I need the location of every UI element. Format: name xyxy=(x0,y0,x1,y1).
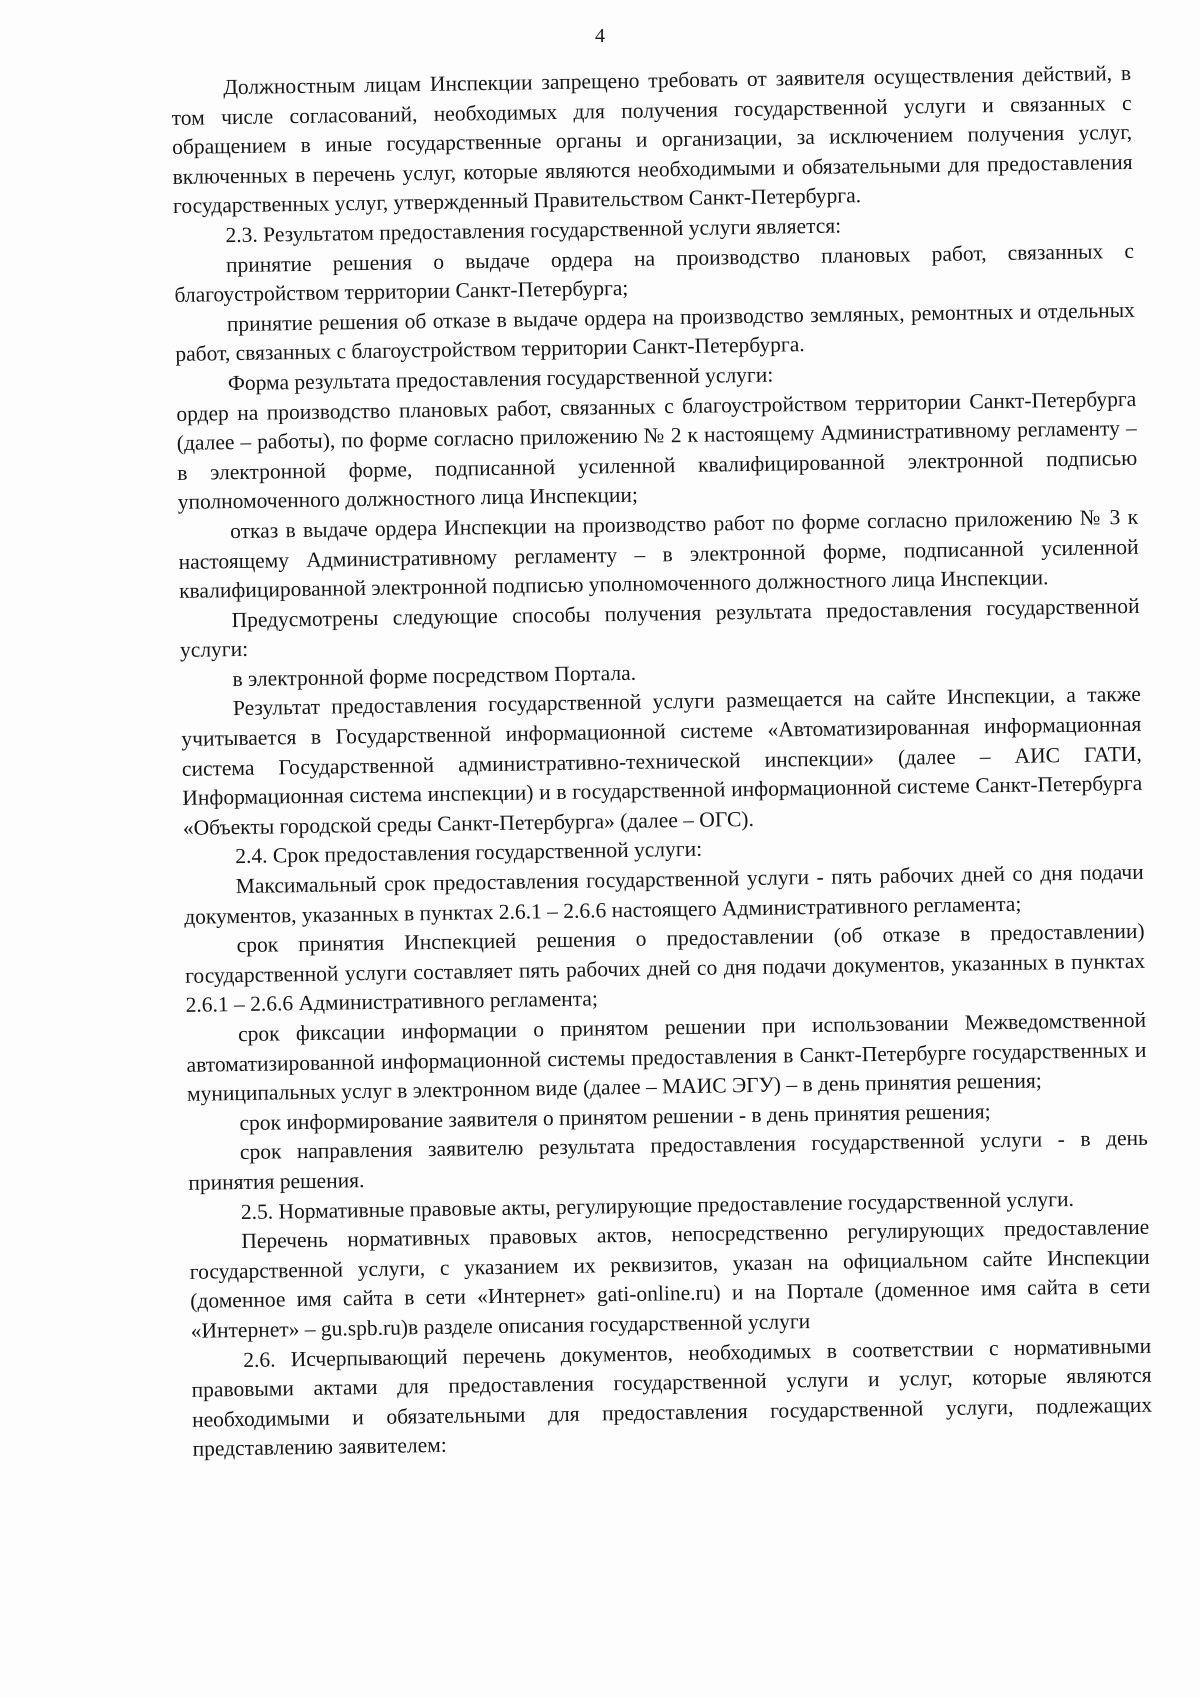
paragraph-legal-acts-list: Перечень нормативных правовых актов, непосредственно регулирующих предоставление государственной услуги, с указанием их реквизитов, указан на официальном сайте Инспекции (доменное имя сайта в сети «Интернет» gati-online.ru) и на Портале (доменное имя сайта в сети «Интернет» – gu.spb.ru)в разделе описания государственной услуги xyxy=(189,1214,1151,1343)
paragraph-section-2-3: 2.3. Результатом предоставления государственной услуги является: xyxy=(225,213,842,248)
paragraph-result-form-refusal: отказ в выдаче ордера Инспекции на производство работ по форме согласно приложению № 3 к настоящему Административному регламенту – в электронной форме, подписанной усиленной квалифицированной электронной подписью уполномоченного должностного лица Инспекции. xyxy=(178,504,1139,604)
paragraph-section-2-4: 2.4. Срок предоставления государственной услуги: xyxy=(235,837,703,869)
paragraph-decision-term: срок принятия Инспекцией решения о предоставлении (об отказе в предоставлении) государственной услуги составляет пять рабочих дней со дня подачи документов, указанных в пунктах 2.6.1 – 2.6.6 Административного регламента; xyxy=(184,919,1146,1018)
paragraph-result-methods: Предусмотрены следующие способы получения результата предоставления государственной услуги: xyxy=(179,593,1140,663)
page-number: 4 xyxy=(595,25,605,47)
paragraph-official-restrictions: Должностным лицам Инспекции запрещено требовать от заявителя осуществления действий, в том числе согласований, необходимых для получения государственной услуги и связанных с обращением в иные государственные органы и организации, за исключением получения услуг, включенных в перечень услуг, которые являются необходимыми и обязательными для предоставления государственных услуг, утвержденный Правительством Санкт-Петербурга. xyxy=(171,60,1133,219)
paragraph-section-2-6: 2.6. Исчерпывающий перечень документов, необходимых в соответствии с нормативными правовыми актами для предоставления государственной услуги и услуг, которые являются необходимыми и обязательными для предоставления государственной услуги, подлежащих представлению заявителем: xyxy=(191,1333,1153,1462)
document-body xyxy=(171,59,1153,1465)
paragraph-result-form-heading: Форма результата предоставления государственной услуги: xyxy=(227,362,774,396)
paragraph-result-refusal-decision: принятие решения об отказе в выдаче ордера на производство земляных, ремонтных и отдельных работ, связанных с благоустройством территории Санкт-Петербурга. xyxy=(175,297,1136,367)
paragraph-recording-term: срок фиксации информации о принятом решении при использовании Межведомственной автоматизированной информационной системы предоставления в Санкт-Петербурге государственных и муниципальных услуг в электронном виде (далее – МАИС ЭГУ) – в день принятия решения; xyxy=(186,1007,1147,1107)
paragraph-result-form-order: ордер на производство плановых работ, связанных с благоустройством территории Санкт-Петербурга (далее – работы), по форме согласно приложению № 2 к настоящему Административному регламенту – в электронной форме, подписанной усиленной квалифицированной электронной подписью уполномоченного должностного лица Инспекции; xyxy=(176,386,1138,515)
paragraph-result-publication: Результат предоставления государственной услуги размещается на сайте Инспекции, а также учитывается в Государственной информационной системе «Автоматизированная информационная система Государственной административно-технической инспекции» (далее – АИС ГАТИ, Информационная система инспекции) и в государственной информационной системе Санкт-Петербурга «Объекты городской среды Санкт-Петербурга» (далее – ОГС). xyxy=(181,682,1143,840)
paragraph-max-term: Максимальный срок предоставления государственной услуги - пять рабочих дней со дня подачи документов, указанных в пунктах 2.6.1 – 2.6.6 настоящего Административного регламента; xyxy=(184,859,1144,929)
paragraph-result-method-portal: в электронной форме посредством Портала. xyxy=(232,660,637,691)
paragraph-sending-term: срок направления заявителю результата предоставления государственной услуги - в день принятия решения. xyxy=(188,1126,1149,1195)
paragraph-section-2-5: 2.5. Нормативные правовые акты, регулирующие предоставление государственной услуги. xyxy=(240,1186,1075,1224)
paragraph-informing-term: срок информирование заявителя о принятом решении - в день принятия решения; xyxy=(239,1099,991,1135)
paragraph-result-order-decision: принятие решения о выдаче ордера на производство плановых работ, связанных с благоустройством территории Санкт-Петербурга; xyxy=(174,238,1135,308)
